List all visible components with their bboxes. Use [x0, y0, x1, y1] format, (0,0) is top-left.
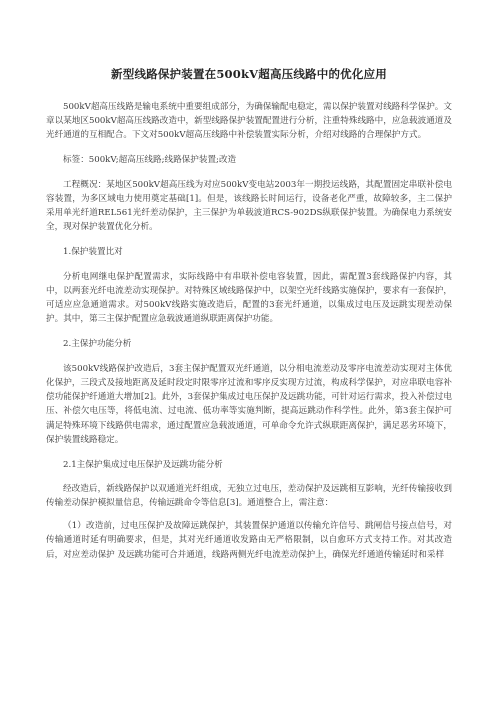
section-heading-2: 2.主保护功能分析 — [63, 339, 132, 350]
section-heading-2-1: 2.1主保护集成过电压保护及远跳功能分析 — [63, 459, 223, 470]
page-title: 新型线路保护装置在500kV超高压线路中的优化应用 — [111, 67, 387, 81]
section-2-paragraph: 该500kV线路保护改造后，3套主保护配置双光纤通道，以分相电流差动及零序电流差动实现对主体优化保护，三段式及接地距离及延时段定时限零序过流和零序反实现方过流，构成科学保护，对应串联电容补偿功能保护纤通道大增加[2]。此外，3套保护集成过电压保护及远跳功能，可针对运行需求，投入补偿过电压、补偿欠电压等，将低电流、过电流、低功率等实施判断，提高远跳动作科学性。此外，第3套主保护可满足特殊环境下线路供电需求，通过配置应急载波通道，可单命令允许式纵联距离保护，满足恶劣环境下，保护装置线路稳定。 — [46, 363, 452, 445]
section-1-paragraph: 分析电网继电保护配置需求，实际线路中有串联补偿电容装置，因此，需配置3套线路保护内容，其中，以两套光纤电流差动实现保护。对特殊区域线路保护中，以架空光纤线路实施保护，要求有一套保护，可适应应急通道需求。对500kV线路实施改造后，配置的3套光纤通道，以集成过电压及远跳实现差动保护。其中，第三主保护配置应急载波通道纵联距离保护功能。 — [46, 271, 452, 325]
abstract-paragraph: 500kV超高压线路是输电系统中重要组成部分，为确保输配电稳定，需以保护装置对线路科学保护。文章以某地区500kV超高压线路改造中，新型线路保护装置配置进行分析，注重特殊线路中，应急载波通道及光纤通道的互相配合。下文对500kV超高压线路中补偿装置实际分析，介绍对线路的合理保护方式。 — [46, 102, 452, 141]
list-item-1: （1）改造前，过电压保护及故障远跳保护，其装置保护通道以传输允许信号、跳闸信号接点信号，对传输通道时延有明确要求，但是，其对光纤通道收发路由无严格限制，以自愈环方式支持工作。对其改造后，对应差动保护 及远跳功能可合并通道，线路两侧光纤电流差动保护上，确保光纤通道传输延时和采样 — [46, 521, 452, 560]
section-2-1-paragraph: 经改造后，新线路保护以双通道光纤组成，无独立过电压，差动保护及远跳相互影响，光纤传输接收到传输差动保护模拟量信息，传输远跳命令等信息[3]。通道整合上，需注意： — [46, 484, 452, 509]
overview-paragraph: 工程概况：某地区500kV超高压线为对应500kV变电站2003年一期投运线路，其配置固定串联补偿电容装置，为多区域电力使用奠定基础[1]。但是，该线路长时间运行，设备老化严重，故障较多，主二保护采用单光纤道REL561光纤差动保护，主三保护为单载波道RCS-902DS纵联保护装置。为确保电力系统安全，现对保护装置优化分析。 — [46, 179, 452, 233]
section-heading-1: 1.保护装置比对 — [63, 247, 123, 258]
keywords-line: 标签：500kV;超高压线路;线路保护装置;改造 — [63, 155, 237, 166]
